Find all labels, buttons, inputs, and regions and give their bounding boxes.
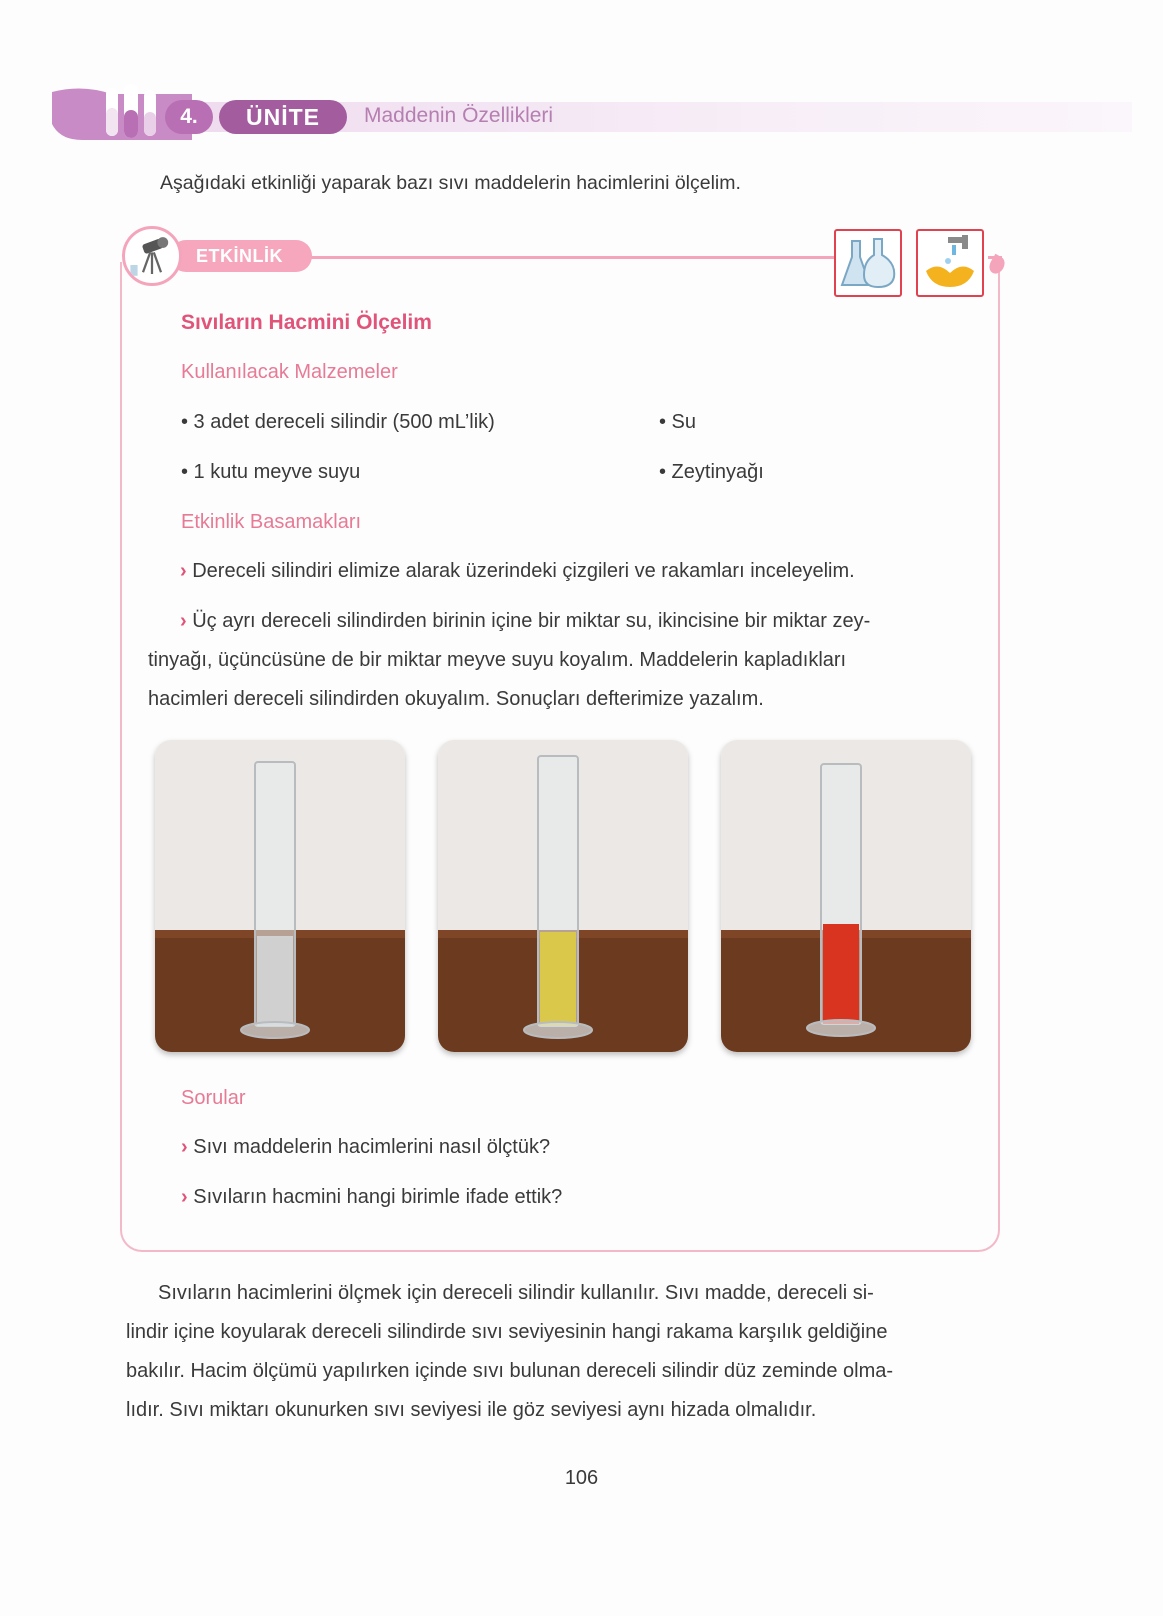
flasks-icon xyxy=(834,229,902,297)
question-item xyxy=(181,1136,550,1159)
questions-heading: Sorular xyxy=(181,1087,246,1109)
step-text-line: tinyağı, üçüncüsüne de bir miktar meyve suyu koyalım. Maddelerin kapladıkları xyxy=(148,649,847,671)
photo-cylinder-water xyxy=(155,740,405,1052)
arrow-icon: › xyxy=(180,610,187,632)
material-item: • 3 adet dereceli silindir (500 mL’lik) xyxy=(181,411,495,433)
activity-top-line xyxy=(300,256,835,259)
liquid-level xyxy=(823,924,859,1024)
page-number: 106 xyxy=(564,1467,599,1489)
photo-cylinder-fruit-juice xyxy=(721,740,971,1052)
material-item: • Su xyxy=(659,411,697,433)
arrow-icon: › xyxy=(180,560,187,582)
step-item xyxy=(180,552,855,591)
materials-heading: Kullanılacak Malzemeler xyxy=(181,361,398,383)
arrow-icon: › xyxy=(181,1186,188,1208)
activity-label: ETKİNLİK xyxy=(170,240,312,272)
step-text-line: hacimleri dereceli silindirden okuyalım. Sonuçları defterimize yazalım. xyxy=(148,688,764,710)
question-text: Sıvı maddelerin hacimlerini nasıl ölçtük? xyxy=(193,1136,551,1158)
unit-label: ÜNİTE xyxy=(219,100,347,134)
paragraph-line: bakılır. Hacim ölçümü yapılırken içinde sıvı bulunan dereceli silindir düz zeminde olma- xyxy=(126,1360,894,1382)
intro-text: Aşağıdaki etkinliği yaparak bazı sıvı maddelerin hacimlerini ölçelim. xyxy=(160,172,741,194)
unit-subject: Maddenin Özellikleri xyxy=(364,104,554,127)
activity-title: Sıvıların Hacmini Ölçelim xyxy=(181,311,432,334)
paragraph-line: lindir içine koyularak dereceli silindirde sıvı seviyesinin hangi rakama karşılık geldiğine xyxy=(126,1321,888,1343)
arrow-icon: › xyxy=(181,1136,188,1158)
step-text: Dereceli silindiri elimize alarak üzerindeki çizgileri ve rakamları inceleyelim. xyxy=(192,560,855,582)
unit-header xyxy=(52,84,1132,148)
question-item xyxy=(181,1186,562,1209)
liquid-level xyxy=(540,932,576,1026)
paragraph-line: Sıvıların hacimlerini ölçmek için dereceli silindir kullanılır. Sıvı madde, dereceli si- xyxy=(158,1282,874,1304)
step-item xyxy=(180,602,870,641)
telescope-icon xyxy=(122,226,182,286)
unit-number: 4. xyxy=(165,100,213,134)
hand-washing-icon xyxy=(916,229,984,297)
question-text: Sıvıların hacmini hangi birimle ifade ettik? xyxy=(193,1186,563,1208)
liquid-level xyxy=(257,936,293,1026)
material-item: • Zeytinyağı xyxy=(659,461,764,483)
material-item: • 1 kutu meyve suyu xyxy=(181,461,361,483)
paragraph-line: lıdır. Sıvı miktarı okunurken sıvı seviyesi ile göz seviyesi aynı hizada olmalıdır. xyxy=(126,1399,817,1421)
photo-cylinder-olive-oil xyxy=(438,740,688,1052)
steps-heading: Etkinlik Basamakları xyxy=(181,511,362,533)
step-text: Üç ayrı dereceli silindirden birinin içine bir miktar su, ikincisine bir miktar zey- xyxy=(192,610,871,632)
